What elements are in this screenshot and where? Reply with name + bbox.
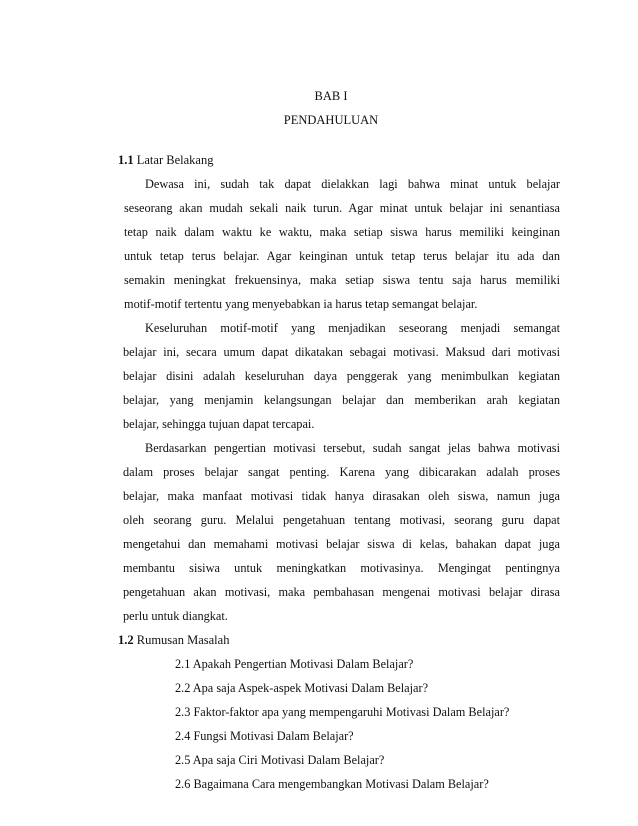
paragraph-line: Berdasarkan pengertian motivasi tersebut, sudah sangat jelas bahwa motivasi (145, 441, 560, 455)
paragraph-line: Dewasa ini, sudah tak dapat dielakkan lagi bahwa minat untuk belajar (145, 177, 560, 191)
paragraph-line: semakin meningkat frekuensinya, maka setiap siswa tentu saja harus memiliki (124, 273, 560, 287)
chapter-title: PENDAHULUAN (283, 113, 379, 127)
paragraph-line: motif-motif tertentu yang menyebabkan ia harus tetap semangat belajar. (124, 297, 478, 311)
paragraph-line: belajar, sehingga tujuan dapat tercapai. (123, 417, 315, 431)
list-item: 2.4 Fungsi Motivasi Dalam Belajar? (175, 729, 354, 743)
list-item: 2.3 Faktor-faktor apa yang mempengaruhi Motivasi Dalam Belajar? (175, 705, 510, 719)
paragraph-line: belajar disini adalah keseluruhan daya penggerak yang menimbulkan kegiatan (123, 369, 560, 383)
paragraph-line: pengetahuan akan motivasi, maka pembahasan mengenai motivasi belajar dirasa (123, 585, 560, 599)
paragraph-line: belajar, maka manfaat motivasi tidak hanya dirasakan oleh siswa, namun juga (123, 489, 560, 503)
section-title: Rumusan Masalah (136, 633, 230, 647)
section-heading-1-1 (118, 153, 213, 167)
section-heading-1-2 (118, 633, 229, 647)
list-item: 2.5 Apa saja Ciri Motivasi Dalam Belajar? (175, 753, 385, 767)
paragraph-line: untuk tetap terus belajar. Agar keinginan untuk tetap terus belajar itu ada dan (124, 249, 560, 263)
paragraph-line: belajar, yang menjamin kelangsungan belajar dan memberikan arah kegiatan (123, 393, 560, 407)
paragraph-line: seseorang akan mudah sekali naik turun. Agar minat untuk belajar ini senantiasa (124, 201, 560, 215)
paragraph-line: Keseluruhan motif-motif yang menjadikan seseorang menjadi semangat (145, 321, 560, 335)
chapter-number: BAB I (314, 89, 348, 103)
paragraph-line: belajar ini, secara umum dapat dikatakan sebagai motivasi. Maksud dari motivasi (123, 345, 560, 359)
paragraph-line: membantu sisiwa untuk meningkatkan motivasinya. Mengingat pentingnya (123, 561, 560, 575)
section-title: Latar Belakang (136, 153, 214, 167)
paragraph-line: dalam proses belajar sangat penting. Karena yang dibicarakan adalah proses (123, 465, 560, 479)
paragraph-line: mengetahui dan memahami motivasi belajar siswa di kelas, bahakan dapat juga (123, 537, 560, 551)
paragraph-line: oleh seorang guru. Melalui pengetahuan tentang motivasi, seorang guru dapat (123, 513, 560, 527)
section-number: 1.1 (118, 153, 134, 167)
list-item: 2.1 Apakah Pengertian Motivasi Dalam Belajar? (175, 657, 414, 671)
list-item: 2.2 Apa saja Aspek-aspek Motivasi Dalam Belajar? (175, 681, 429, 695)
list-item: 2.6 Bagaimana Cara mengembangkan Motivasi Dalam Belajar? (175, 777, 489, 791)
section-number: 1.2 (118, 633, 134, 647)
paragraph-line: perlu untuk diangkat. (123, 609, 228, 623)
paragraph-line: tetap naik dalam waktu ke waktu, maka setiap siswa harus memiliki keinginan (124, 225, 560, 239)
